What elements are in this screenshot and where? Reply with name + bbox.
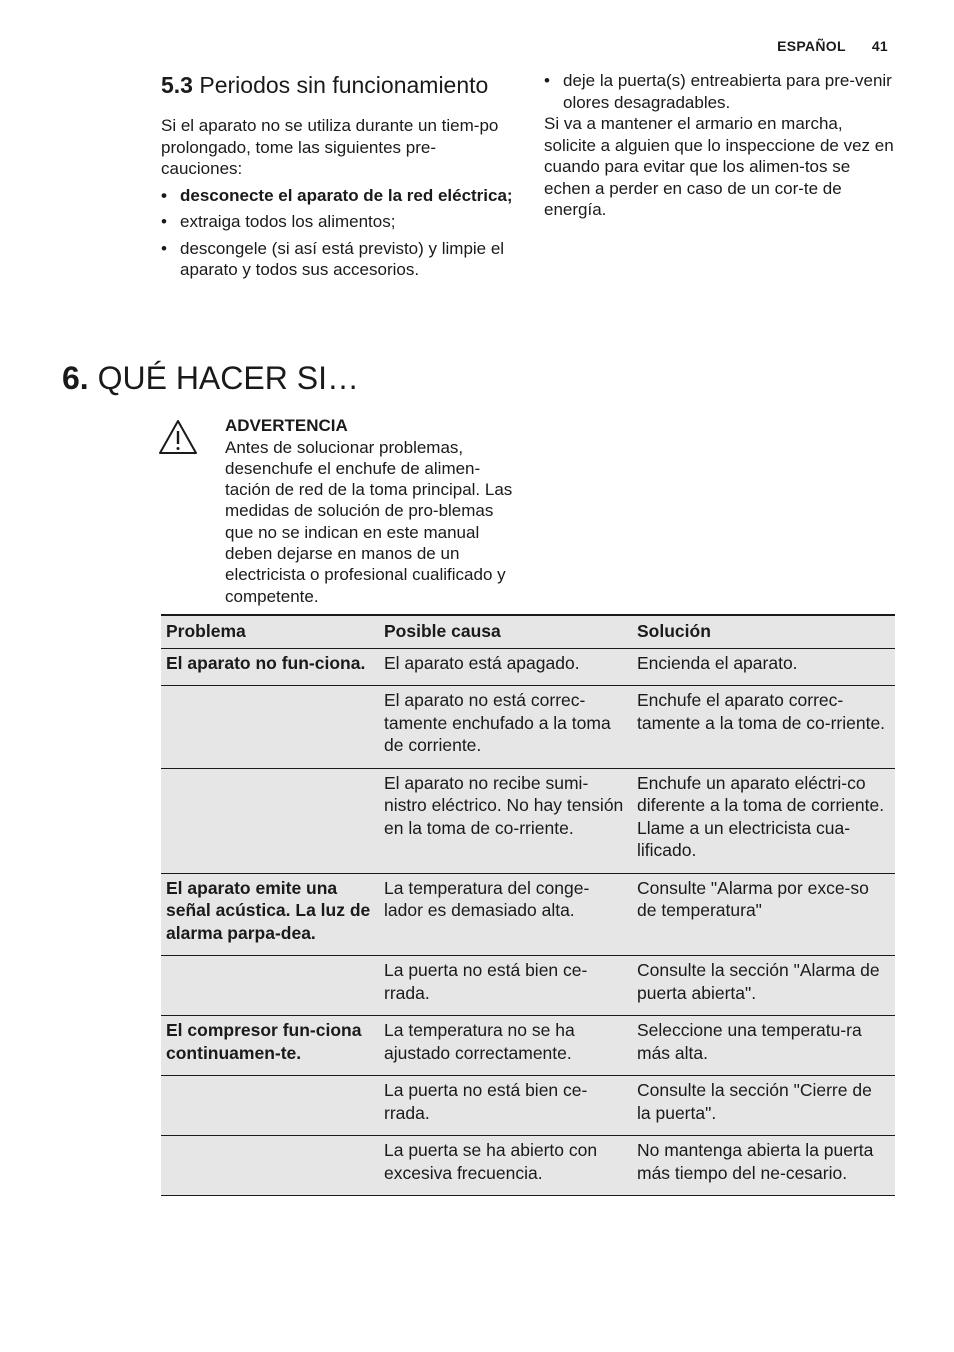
problem-cell: El compresor fun-ciona continuamen-te. <box>161 1016 379 1076</box>
list-item: • descongele (si así está previsto) y limpie el aparato y todos sus accesorios. <box>161 238 516 281</box>
solution-cell: No mantenga abierta la puerta más tiempo del ne-cesario. <box>632 1136 895 1196</box>
table-row <box>161 686 895 769</box>
solution-cell: Consulte la sección "Alarma de puerta abierta". <box>632 956 895 1016</box>
problem-cell: El aparato emite una señal acústica. La luz de alarma parpa-dea. <box>161 873 379 956</box>
warning-block <box>225 415 525 607</box>
page-number: 41 <box>871 38 888 54</box>
cause-cell: La puerta no está bien ce-rrada. <box>379 956 632 1016</box>
table-row <box>161 956 895 1016</box>
section-right-column <box>544 70 894 221</box>
cause-cell: El aparato no recibe sumi-nistro eléctrico. No hay tensión en la toma de co-rriente. <box>379 768 632 873</box>
column-header-solution: Solución <box>632 615 895 648</box>
section-closing: Si va a mantener el armario en marcha, solicite a alguien que lo inspeccione de vez en cuando para evitar que los alimen-tos se echen a perder en caso de un cor-te de energía. <box>544 114 894 219</box>
warning-triangle-icon <box>158 419 198 455</box>
cause-cell: La puerta se ha abierto con excesiva frecuencia. <box>379 1136 632 1196</box>
table-row <box>161 648 895 686</box>
cause-cell: El aparato está apagado. <box>379 648 632 686</box>
section-number: 5.3 <box>161 72 193 98</box>
header-language: ESPAÑOL <box>777 38 846 54</box>
solution-cell: Seleccione una temperatu-ra más alta. <box>632 1016 895 1076</box>
problem-cell: El aparato no fun-ciona. <box>161 648 379 686</box>
solution-cell: Enchufe el aparato correc-tamente a la toma de co-rriente. <box>632 686 895 769</box>
warning-body: Antes de solucionar problemas, desenchufe el enchufe de alimen-tación de red de la toma principal. Las medidas de solución de pro-blemas que no se indican en este manual deben dejarse en manos de un electricista o profesional cualificado y competente. <box>225 437 513 606</box>
section-title <box>161 70 516 100</box>
cause-cell: El aparato no está correc-tamente enchufado a la toma de corriente. <box>379 686 632 769</box>
problem-cell <box>161 686 379 769</box>
problem-cell <box>161 1136 379 1196</box>
table-row <box>161 1076 895 1136</box>
table-row <box>161 1136 895 1196</box>
section-intro: Si el aparato no se utiliza durante un tiem-po prolongado, tome las siguientes pre-cauciones: <box>161 116 499 178</box>
chapter-title-text: QUÉ HACER SI… <box>97 360 359 396</box>
cause-cell: La temperatura no se ha ajustado correctamente. <box>379 1016 632 1076</box>
table-row <box>161 768 895 873</box>
solution-cell: Consulte "Alarma por exce-so de temperatura" <box>632 873 895 956</box>
solution-cell: Consulte la sección "Cierre de la puerta". <box>632 1076 895 1136</box>
cause-cell: La temperatura del conge-lador es demasiado alta. <box>379 873 632 956</box>
solution-cell: Enchufe un aparato eléctri-co diferente a la toma de corriente. Llame a un electricista cua-lificado. <box>632 768 895 873</box>
table-header-row <box>161 615 895 648</box>
chapter-title <box>62 356 359 400</box>
section-title-text: Periodos sin funcionamiento <box>199 72 489 98</box>
problem-cell <box>161 1076 379 1136</box>
list-item: • deje la puerta(s) entreabierta para pre-venir olores desagradables. <box>544 70 894 113</box>
problem-cell <box>161 956 379 1016</box>
chapter-number: 6. <box>62 360 89 396</box>
column-header-cause: Posible causa <box>379 615 632 648</box>
page-header <box>777 38 888 54</box>
solution-cell: Encienda el aparato. <box>632 648 895 686</box>
precaution-list-continued <box>544 70 894 113</box>
list-item: • desconecte el aparato de la red eléctrica; <box>161 185 516 207</box>
precaution-list <box>161 185 516 281</box>
problem-cell <box>161 768 379 873</box>
table-row <box>161 1016 895 1076</box>
section-left-column <box>161 70 516 286</box>
list-item: • extraiga todos los alimentos; <box>161 211 516 233</box>
cause-cell: La puerta no está bien ce-rrada. <box>379 1076 632 1136</box>
troubleshooting-table <box>161 614 895 1196</box>
table-row <box>161 873 895 956</box>
column-header-problem: Problema <box>161 615 379 648</box>
warning-title: ADVERTENCIA <box>225 416 348 435</box>
